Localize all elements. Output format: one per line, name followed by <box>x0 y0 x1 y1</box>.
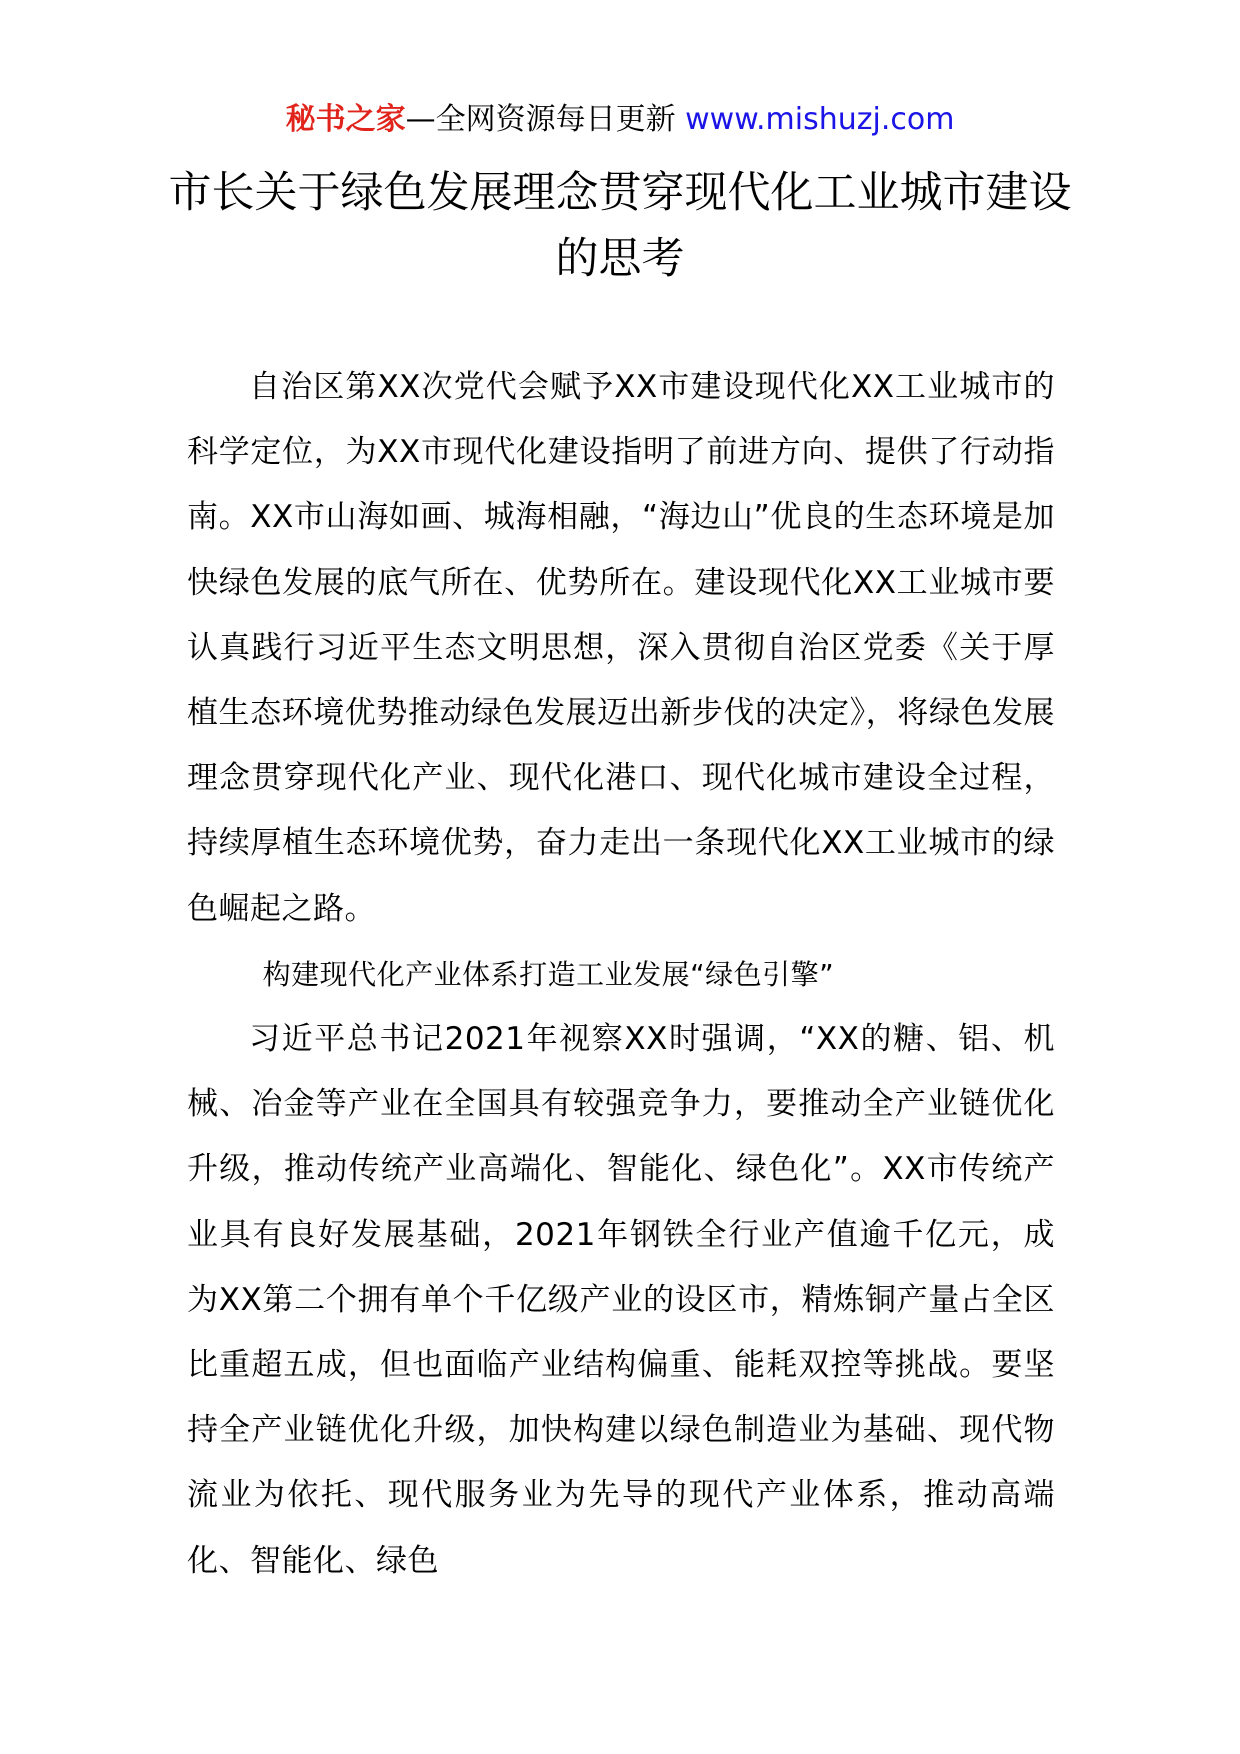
body-paragraph: 习近平总书记2021年视察XX时强调，“XX的糖、铝、机械、冶金等产业在全国具有较强竞争力，要推动全产业链优化升级，推动传统产业高端化、智能化、绿色化”。XX市传统产业具有良好发展基础，2021年钢铁全行业产值逾千亿元，成为XX第二个拥有单个千亿级产业的设区市，精炼铜产量占全区比重超五成，但也面临产业结构偏重、能耗双控等挑战。要坚持全产业链优化升级，加快构建以绿色制造业为基础、现代物流业为依托、现代服务业为先导的现代产业体系，推动高端化、智能化、绿色 <box>187 1021 1055 1579</box>
site-header <box>0 100 1240 140</box>
site-tagline: —全网资源每日更新 <box>405 102 676 137</box>
site-url-link[interactable]: www.mishuzj.com <box>685 102 955 137</box>
document-title: 市长关于绿色发展理念贯穿现代化工业城市建设的思考 <box>168 168 1072 284</box>
section-heading: 构建现代化产业体系打造工业发展“绿色引擎” <box>262 957 835 991</box>
body-paragraph: 自治区第XX次党代会赋予XX市建设现代化XX工业城市的科学定位，为XX市现代化建设指明了前进方向、提供了行动指南。XX市山海如画、城海相融，“海边山”优良的生态环境是加快绿色发展的底气所在、优势所在。建设现代化XX工业城市要认真践行习近平生态文明思想，深入贯彻自治区党委《关于厚植生态环境优势推动绿色发展迈出新步伐的决定》，将绿色发展理念贯穿现代化产业、现代化港口、现代化城市建设全过程，持续厚植生态环境优势，奋力走出一条现代化XX工业城市的绿色崛起之路。 <box>187 369 1055 927</box>
brand-name: 秘书之家 <box>285 102 406 137</box>
document-body <box>187 355 1055 1594</box>
